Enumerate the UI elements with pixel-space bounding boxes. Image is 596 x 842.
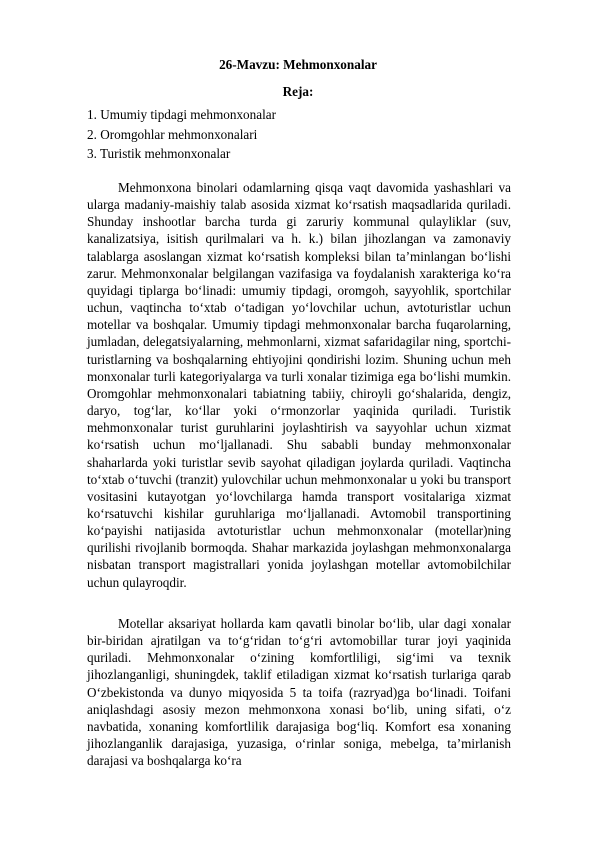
body-paragraph: Mehmonxona binolari odamlarning qisqa vaqt davomida yashashlari va ularga madaniy-maishiy talab asosida xizmat ko‘rsatish maqsadlarida quriladi. Shunday inshootlar barcha turda gi zaruriy kommunal qulayliklar (suv, kanalizatsiya, isitish qurilmalari va h. k.) bilan jihozlangan va zamonaviy talablarga asoslangan xizmat ko‘rsatish kompleksi bilan ta’minlangan bo‘lishi zarur. Mehmonxonalar belgilangan vazifasiga va foydalanish xarakteriga ko‘ra quyidagi tiplarga bo‘linadi: umumiy tipdagi, oromgoh, sayyohlik, sportchilar uchun, vaqtincha to‘xtab o‘tadigan yo‘lovchilar uchun, avtoturistlar uchun motellar va boshqalar. Umumiy tipdagi mehmonxonalar barcha fuqarolarning, jumladan, delegatsiyalarning, mehmonlarni, xizmat safaridagilar ning, sportchi-turistlarning va boshqalarning ehtiyojini qondirishi lozim. Shuning uchun meh monxonalar turli kategoriyalarga va turli xonalar tizimiga ega bo‘lishi mumkin. Oromgohlar mehmonxonalari tabiatning tabiiy, chiroyli go‘shalarida, dengiz, daryo, tog‘lar, ko‘llar yoki o‘rmonzorlar yaqinida quriladi. Turistik mehmonxonalar turist guruhlarini joylashtirish va sayyohlar uchun xizmat ko‘rsatish uchun mo‘ljallanadi. Shu sababli bunday mehmonxonalar shaharlarda yoki turistlar sevib sayohat qiladigan joylarda quriladi. Vaqtincha to‘xtab o‘tuvchi (tranzit) yulovchilar uchun mehmonxonalar u yoki bu transport vositasini kutayotgan yo‘lovchilarga hamda transport vositalariga xizmat ko‘rsatuvchi kishilar guruhlariga mo‘ljallanadi. Avtomobil transportining ko‘payishi natijasida avtoturistlar uchun mehmonxonalar (motellar)ning qurilishi rivojlanib bormoqda. Shahar markazida joylashgan mehmonxonalarga nisbatan transport magistrallari yonida joylashgan motellar avtomobilchilar uchun qulayroqdir.: [87, 180, 511, 590]
plan-item: 1. Umumiy tipdagi mehmonxonalar: [87, 107, 276, 122]
body-paragraph: Motellar aksariyat hollarda kam qavatli binolar bo‘lib, ular dagi xonalar bir-biridan ajratilgan va to‘g‘ridan to‘g‘ri avtomobillar turar joyi yaqinida quriladi. Mehmonxonalar o‘zining komfortliligi, sig‘imi va texnik jihozlanganligi, shuningdek, taklif etiladigan xizmat ko‘rsatish turlariga qarab O‘zbekistonda va dunyo miqyosida 5 ta toifa (razryad)ga bo‘linadi. Toifani aniqlashdagi asosiy mezon mehmonxona xonasi bo‘lib, uning sifati, o‘z navbatida, xonaning komfortlilik darajasiga bog‘liq. Komfort esa xonaning jihozlanganlik darajasiga, yuzasiga, o‘rinlar soniga, mebelga, ta’mirlanish darajasi va boshqalarga ko‘ra: [87, 616, 511, 769]
page-title: 26-Mavzu: Mehmonxonalar: [219, 57, 377, 72]
plan-heading: Reja:: [282, 84, 314, 99]
plan-list: [87, 107, 276, 166]
plan-item: 3. Turistik mehmonxonalar: [87, 146, 231, 161]
plan-item: 2. Oromgohlar mehmonxonalari: [87, 126, 258, 142]
